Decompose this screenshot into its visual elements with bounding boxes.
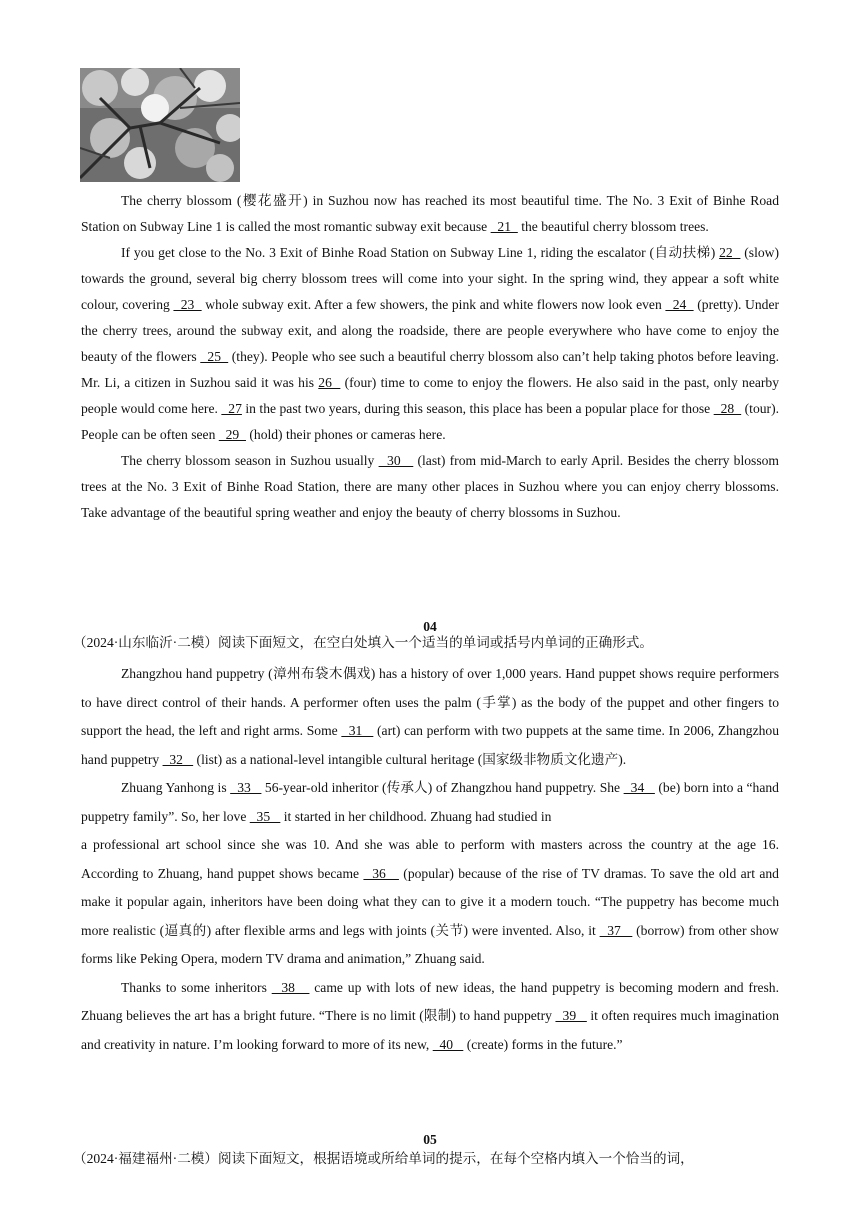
blank-22[interactable]: 22: [719, 245, 741, 260]
blank-29[interactable]: 29: [218, 427, 246, 442]
passage4-paragraph-1: Zhangzhou hand puppetry (漳州布袋木偶戏) has a history of over 1,000 years. Hand puppet shows require performers to have direct control of their hands. A performer often uses the palm (手掌) as the body of the puppet and other fingers to support the head, the left and right arms. Some 31 (art) can perform with two puppets at the same time. In 2006, Zhangzhou hand puppetry 32 (list) as a national-level intangible cultural heritage (国家级非物质文化遗产).: [81, 666, 780, 767]
blank-40[interactable]: 40: [432, 1036, 464, 1052]
blank-33[interactable]: 33: [230, 780, 262, 795]
passage3-paragraph-2: If you get close to the No. 3 Exit of Binhe Road Station on Subway Line 1, riding the escalator (自动扶梯) 22 (slow) towards the ground, several big cherry blossom trees will come into your sight. In the spring wind, they appear a soft white colour, covering 23 whole subway exit. After a few showers, the pink and white flowers now look even 24 (pretty). Under the cherry trees, around the subway exit, and along the roadside, there are people everywhere who have come to enjoy the beauty of the flowers 25 (they). People who see such a beautiful cherry blossom also can’t help taking photos before leaving. Mr. Li, a citizen in Suzhou said it was his 26 (four) time to come to enjoy the flowers. He also said in the past, only nearby people would come here. 27 in the past two years, during this season, this place has been a popular place for those 28 (tour). People can be often seen 29 (hold) their phones or cameras here.: [81, 245, 780, 442]
blank-26[interactable]: 26: [318, 375, 341, 390]
blank-28[interactable]: 28: [713, 401, 742, 416]
passage3-paragraph-1: The cherry blossom (樱花盛开) in Suzhou now has reached its most beautiful time. The No. 3 Exit of Binhe Road Station on Subway Line 1 is called the most romantic subway exit because 21 the beautiful cherry blossom trees.: [81, 193, 779, 234]
section-5-instruction: （2024·福建福州·二模）阅读下面短文，根据语境或所给单词的提示，在每个空格内填入一个恰当的词，: [73, 1151, 694, 1166]
passage3-paragraph-3: The cherry blossom season in Suzhou usually 30 (last) from mid-March to early April. Besides the cherry blossom trees at the No. 3 Exit of Binhe Road Station, there are many other places in Suzhou where you can enjoy cherry blossoms. Take advantage of the beautiful spring weather and enjoy the beauty of cherry blossoms in Suzhou.: [81, 453, 779, 520]
passage4-paragraph-3: a professional art school since she was 10. And she was able to perform with masters across the country at the age 16. According to Zhuang, hand puppet shows became 36 (popular) because of the rise of TV dramas. To save the old art and make it popular again, inheritors have been doing what they can to give it a modern touch. “The puppetry has become much more realistic (逼真的) after flexible arms and legs with joints (关节) were invented. Also, it 37 (borrow) from other show forms like Peking Opera, modern TV drama and animation,” Zhuang said.: [81, 837, 779, 966]
blank-36[interactable]: 36: [363, 865, 399, 881]
blank-30[interactable]: 30: [378, 453, 414, 468]
blank-21[interactable]: 21: [490, 219, 518, 234]
blank-25[interactable]: 25: [200, 349, 229, 364]
passage4-paragraph-2: Zhuang Yanhong is 33 56-year-old inheritor (传承人) of Zhangzhou hand puppetry. She 34 (be) born into a “hand puppetry family”. So, her love 35 it started in her childhood. Zhuang had studied in: [81, 780, 779, 824]
blank-31[interactable]: 31: [341, 723, 374, 738]
blank-35[interactable]: 35: [249, 808, 281, 824]
cherry-blossom-photo: [80, 68, 240, 182]
blank-37[interactable]: 37: [599, 922, 633, 938]
passage4-paragraph-4: Thanks to some inheritors 38 came up with lots of new ideas, the hand puppetry is becoming modern and fresh. Zhuang believes the art has a bright future. “There is no limit (限制) to hand puppetry 39 it often requires much imagination and creativity in nature. I’m looking forward to more of its new, 40 (create) forms in the future.”: [81, 979, 779, 1052]
blank-32[interactable]: 32: [162, 751, 194, 767]
blank-27[interactable]: 27: [221, 401, 242, 416]
passage-3: [81, 188, 779, 526]
blank-38[interactable]: 38: [271, 979, 310, 995]
section-4-instruction: （2024·山东临沂·二模）阅读下面短文，在空白处填入一个适当的单词或括号内单词的正确形式。: [73, 635, 653, 650]
blank-34[interactable]: 34: [623, 780, 655, 795]
blank-24[interactable]: 24: [665, 297, 694, 312]
passage-4: [81, 660, 779, 1059]
blank-39[interactable]: 39: [555, 1008, 587, 1023]
blank-23[interactable]: 23: [173, 297, 202, 312]
section-number-05: 05: [423, 1132, 437, 1147]
section-number-04: 04: [423, 619, 437, 634]
